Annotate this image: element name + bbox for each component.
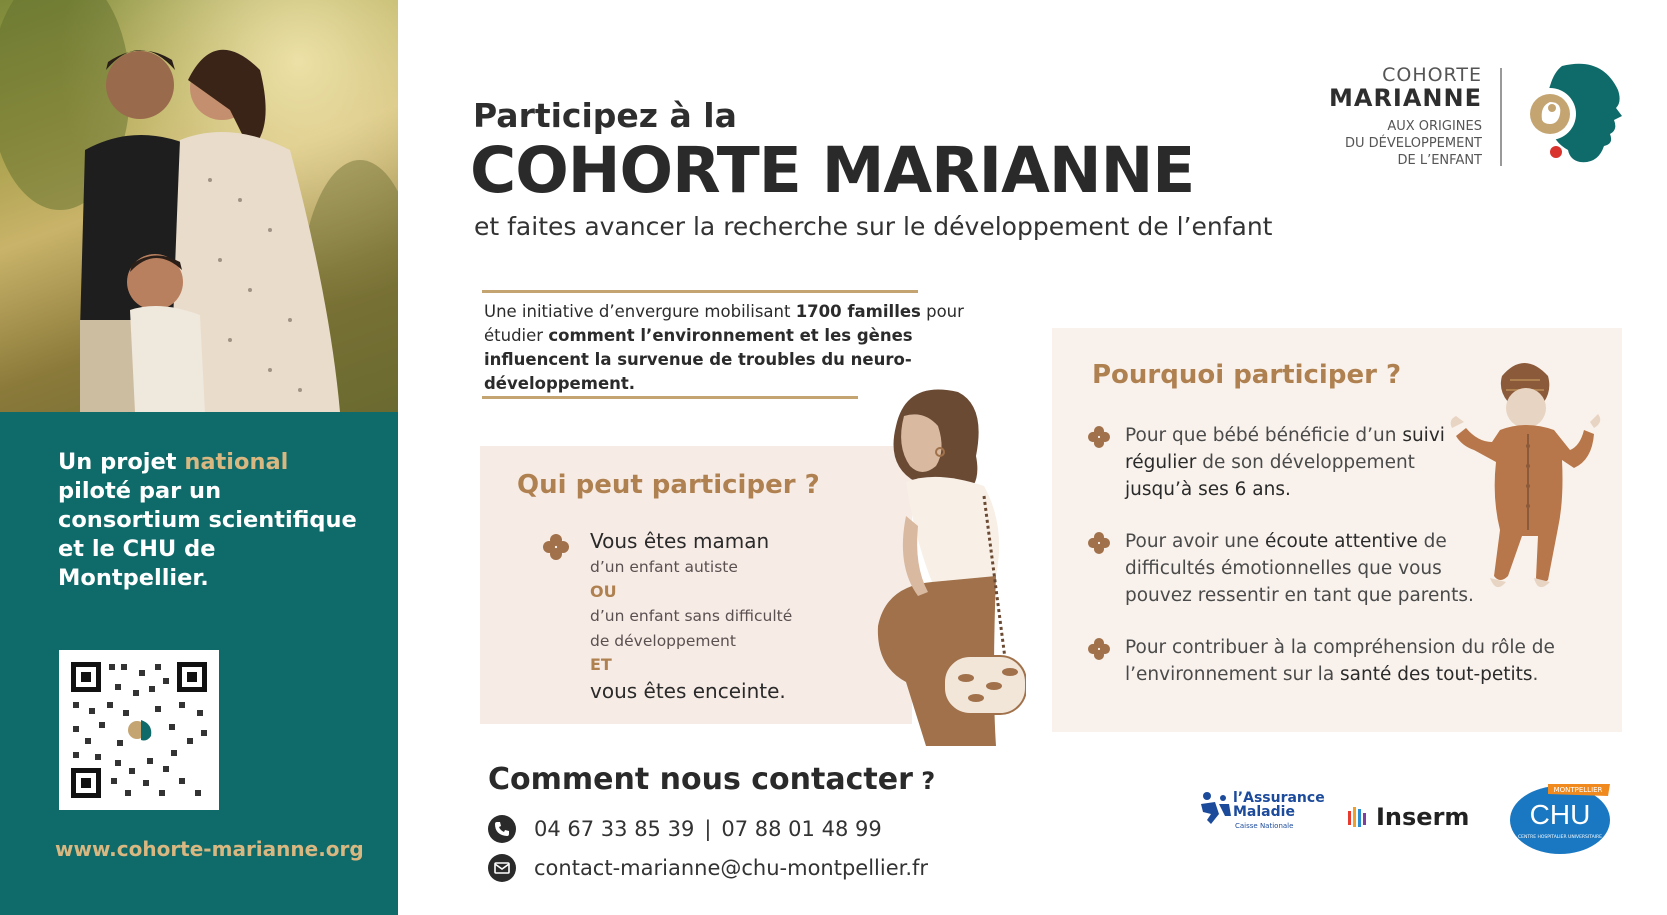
flower-bullet-icon — [1088, 638, 1110, 660]
cohorte-logo-icon — [1510, 60, 1630, 172]
why-title: Pourquoi participer ? — [1092, 360, 1402, 390]
who-title: Qui peut participer ? — [517, 470, 820, 500]
contact-title-text: Comment nous contacter — [488, 762, 913, 797]
flower-bullet-icon — [1088, 426, 1110, 448]
intro-p2-bold: comment l’environnement et les gènes influencent la survenue de troubles du neuro-développement. — [484, 326, 913, 393]
who-line-5: de développement — [590, 631, 736, 650]
intro-paragraph — [484, 300, 1004, 396]
email-icon — [488, 854, 516, 882]
email-row — [488, 854, 928, 882]
contact-title — [488, 762, 935, 797]
why-item-2 — [1125, 528, 1485, 609]
why-item-1 — [1125, 422, 1475, 503]
project-tagline — [58, 448, 358, 593]
who-line-and: ET — [590, 655, 612, 674]
why-item-2-hl: écoute attentive — [1264, 531, 1418, 552]
tagline-pre: Un projet — [58, 449, 185, 475]
logo-tag-1: AUX ORIGINES — [1387, 119, 1482, 134]
phone-row — [488, 815, 882, 843]
why-item-1-hl: suivi régulier — [1125, 425, 1445, 473]
intro-p2: pour étudier — [484, 302, 964, 345]
logo-divider — [1500, 68, 1502, 166]
chu-label: CHU — [1529, 799, 1591, 830]
logo-marianne: MARIANNE — [1328, 84, 1482, 112]
logo-cohorte: COHORTE — [1382, 64, 1482, 86]
why-item-2-pre: Pour avoir une — [1125, 531, 1265, 552]
who-line-7: vous êtes enceinte. — [590, 678, 786, 703]
family-illustration — [0, 0, 398, 412]
phone-icon — [488, 815, 516, 843]
assurance-maladie-logo — [1195, 790, 1325, 850]
intro-p1-bold: 1700 familles — [795, 302, 921, 321]
who-line-or: OU — [590, 581, 617, 601]
ameli-line-3: Caisse Nationale — [1235, 822, 1294, 830]
ameli-line-1: l’Assurance — [1233, 790, 1325, 806]
intro-title: Participez à la — [473, 96, 737, 135]
intro-bottom-line — [482, 396, 858, 399]
why-item-3-post: . — [1532, 664, 1539, 685]
chu-sub-label: CENTRE HOSPITALIER UNIVERSITAIRE — [1517, 835, 1603, 840]
who-line-2: d’un enfant autiste — [590, 558, 738, 576]
contact-title-q: ? — [912, 767, 936, 795]
flower-bullet-icon — [543, 534, 569, 560]
chu-top-label: MONTPELLIER — [1553, 786, 1603, 794]
tagline-accent: national — [184, 449, 289, 475]
flower-bullet-icon — [1088, 532, 1110, 554]
qr-code[interactable] — [59, 650, 219, 810]
intro-top-line — [482, 290, 918, 293]
who-line-1: Vous êtes maman — [590, 529, 770, 553]
website-link[interactable]: www.cohorte-marianne.org — [55, 837, 364, 861]
intro-p1: Une initiative d’envergure mobilisant — [484, 302, 796, 321]
main-title: COHORTE MARIANNE — [470, 134, 1195, 207]
ameli-line-2: Maladie — [1233, 804, 1295, 820]
pregnant-woman-illustration — [866, 386, 1026, 746]
family-photo — [0, 0, 398, 412]
phone-1[interactable]: 04 67 33 85 39 — [534, 817, 695, 841]
why-item-2-post: de difficultés émotionnelles que vous pouvez ressentir en tant que parents. — [1125, 531, 1474, 606]
qr-code-graphic — [59, 650, 219, 810]
why-item-1-post: de son développement — [1196, 452, 1415, 473]
subtitle: et faites avancer la recherche sur le développement de l’enfant — [474, 212, 1273, 241]
tagline-post: piloté par un consortium scientifique et le CHU de Montpellier. — [58, 478, 357, 591]
who-list — [590, 528, 890, 705]
inserm-bars-icon — [1348, 805, 1370, 829]
logo-tag-2: DU DÉVELOPPEMENT — [1345, 136, 1482, 151]
assurance-maladie-icon — [1195, 790, 1235, 826]
why-item-3 — [1125, 634, 1565, 688]
email-address[interactable]: contact-marianne@chu-montpellier.fr — [534, 856, 929, 880]
chu-montpellier-logo — [1508, 780, 1613, 855]
why-item-1-pre: Pour que bébé bénéficie d’un — [1125, 425, 1403, 446]
why-item-3-hl: santé des tout-petits — [1340, 664, 1533, 685]
cohorte-logo-text — [1329, 64, 1482, 169]
phone-2[interactable]: 07 88 01 48 99 — [721, 817, 882, 841]
who-line-4: d’un enfant sans difficulté — [590, 607, 793, 625]
logo-tag-3: DE L’ENFANT — [1397, 153, 1482, 168]
inserm-logo — [1348, 803, 1469, 831]
why-item-3-pre: Pour contribuer à la compréhension du rôle de l’environnement sur la — [1125, 637, 1555, 685]
phone-separator: | — [704, 817, 712, 841]
baby-illustration — [1444, 350, 1604, 600]
chu-logo-graphic — [1508, 780, 1613, 855]
inserm-text: Inserm — [1376, 803, 1470, 831]
why-item-1-hl2: jusqu’à ses 6 ans. — [1125, 479, 1291, 500]
